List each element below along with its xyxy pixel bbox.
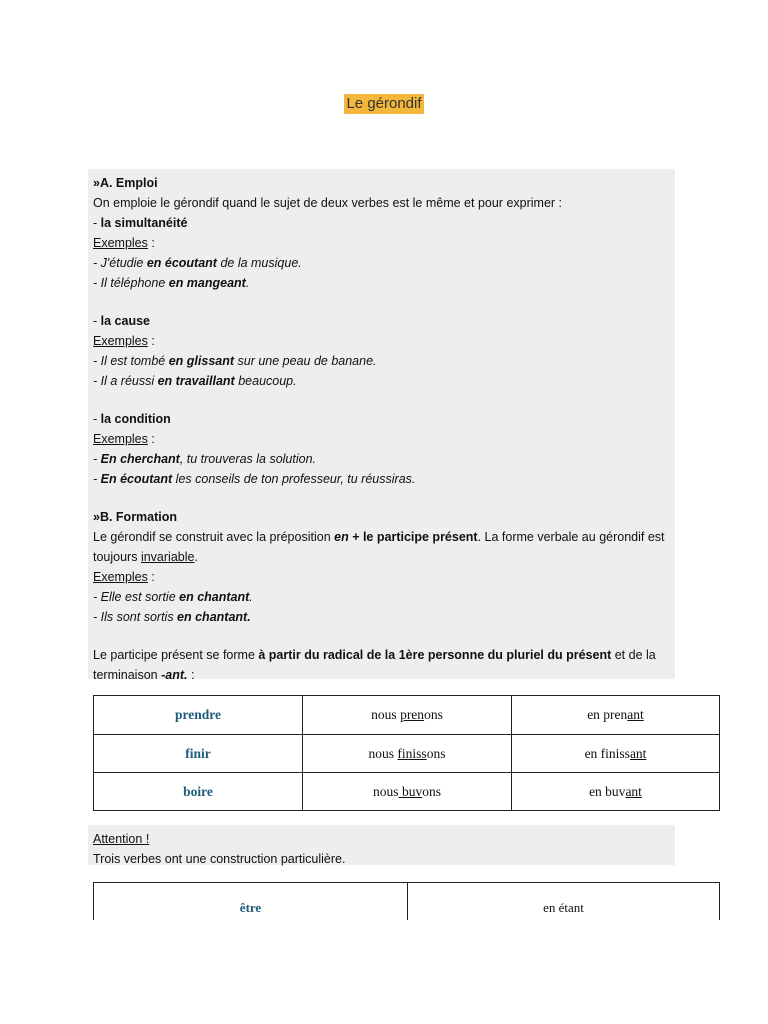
nous-cell: nous finissons (303, 735, 512, 773)
section-a-intro: On emploie le gérondif quand le sujet de deux verbes est le même et pour exprimer : (93, 196, 563, 210)
section-a-block (88, 169, 675, 682)
simul-label: la simultanéité (100, 216, 188, 230)
nous-cell: nous buvons (303, 773, 512, 811)
verb-cell: finir (94, 735, 303, 773)
gerondif-cell: en étant (408, 883, 720, 933)
section-a-heading: »A. Emploi (93, 176, 158, 190)
example-line: - Il téléphone en mangeant. (93, 276, 250, 290)
attention-block (88, 825, 675, 865)
section-b-text: Le gérondif se construit avec la préposition en + le participe présent. La forme verbale au gérondif est toujours invariable. (93, 530, 665, 564)
example-line: - En cherchant, tu trouveras la solution. (93, 452, 317, 466)
section-b-heading: »B. Formation (93, 510, 178, 524)
verb-cell: prendre (94, 696, 303, 735)
verb-cell: être (94, 883, 408, 933)
gerondif-cell: en finissant (512, 735, 720, 773)
example-line: - J'étudie en écoutant de la musique. (93, 256, 302, 270)
condition-label-line: - la condition (93, 412, 171, 426)
cause-label: la cause (100, 314, 150, 328)
page-cutoff (0, 920, 768, 1024)
table-row (94, 696, 720, 735)
conjugation-table (93, 695, 720, 811)
attention-text: Trois verbes ont une construction particulière. (93, 852, 346, 866)
verb-cell: boire (94, 773, 303, 811)
condition-label: la condition (100, 412, 171, 426)
exemples-line: Exemples : (93, 236, 155, 250)
exemples-line: Exemples : (93, 432, 155, 446)
example-line: - En écoutant les conseils de ton professeur, tu réussiras. (93, 472, 416, 486)
example-line: - Ils sont sortis en chantant. (93, 610, 251, 624)
exemples-line: Exemples : (93, 570, 155, 584)
page-title: Le gérondif (346, 95, 422, 112)
example-line: - Elle est sortie en chantant. (93, 590, 253, 604)
simul-label-line: - la simultanéité (93, 216, 188, 230)
gerondif-cell: en buvant (512, 773, 720, 811)
example-line: - Il est tombé en glissant sur une peau de banane. (93, 354, 377, 368)
table-row (94, 735, 720, 773)
rule-text: Le participe présent se forme à partir du radical de la 1ère personne du pluriel du présent et de la terminaison -ant. : (93, 648, 656, 682)
exemples-line: Exemples : (93, 334, 155, 348)
gerondif-cell: en prenant (512, 696, 720, 735)
example-line: - Il a réussi en travaillant beaucoup. (93, 374, 297, 388)
title-wrap (0, 94, 768, 114)
cause-label-line: - la cause (93, 314, 150, 328)
nous-cell: nous prenons (303, 696, 512, 735)
attention-label: Attention ! (93, 832, 150, 846)
table-row (94, 773, 720, 811)
